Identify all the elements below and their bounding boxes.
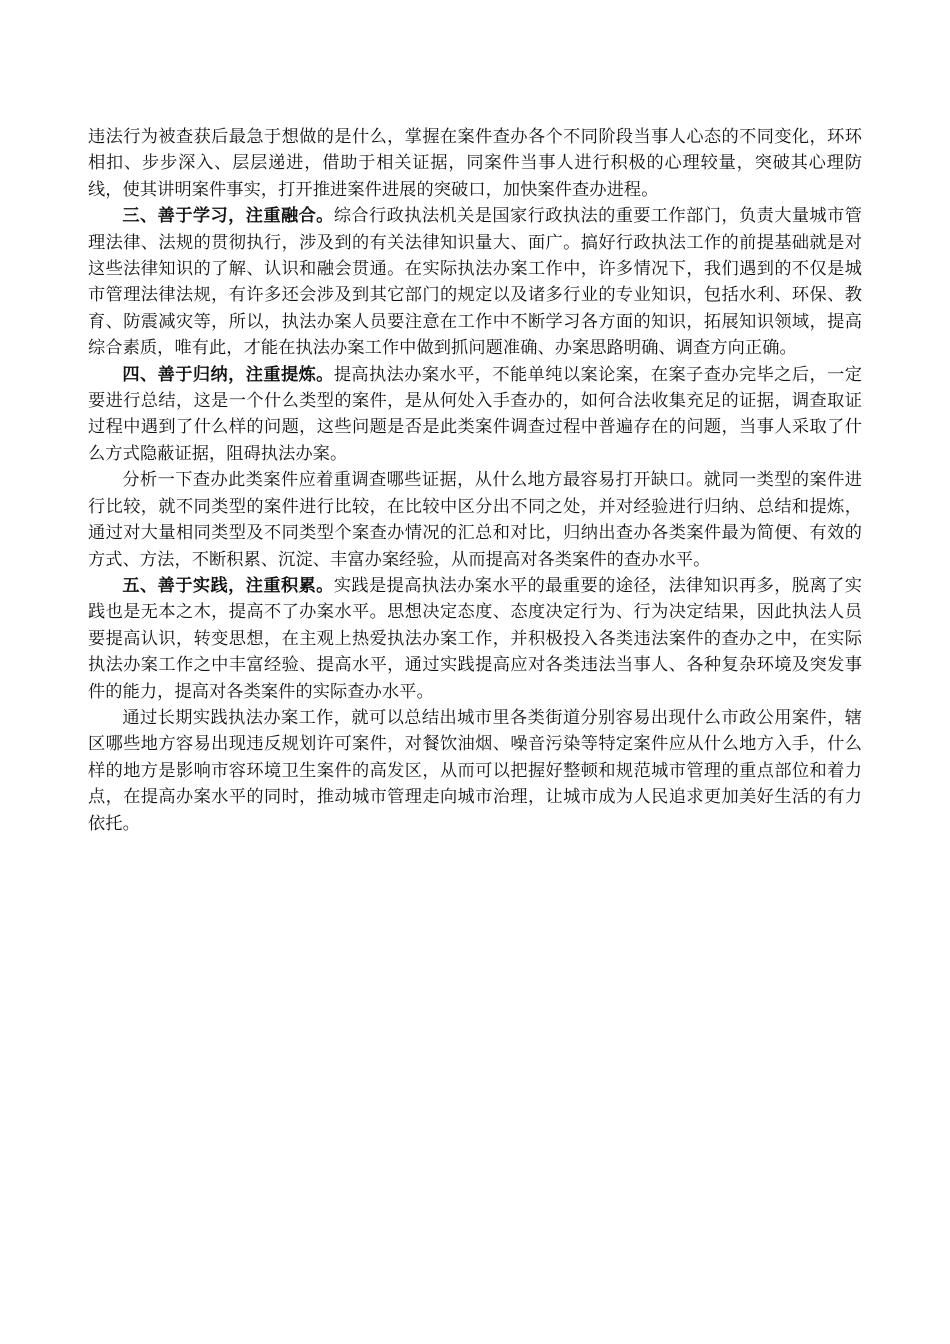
- paragraph-text: 分析一下查办此类案件应着重调查哪些证据，从什么地方最容易打开缺口。就同一类型的案件进行比较，就不同类型的案件进行比较，在比较中区分出不同之处，并对经验进行归纳、总结和提炼，通过对大量相同类型及不同类型个案查办情况的汇总和对比，归纳出查办各类案件最为简便、有效的方式、方法，不断积累、沉淀、丰富办案经验，从而提高对各类案件的查办水平。: [88, 470, 862, 570]
- paragraph-text: 通过长期实践执法办案工作，就可以总结出城市里各类街道分别容易出现什么市政公用案件，辖区哪些地方容易出现违反规划许可案件，对餐饮油烟、噪音污染等特定案件应从什么地方入手，什么样的地方是影响市容环境卫生案件的高发区，从而可以把握好整顿和规范城市管理的重点部位和着力点，在提高办案水平的同时，推动城市管理走向城市治理，让城市成为人民追求更加美好生活的有力依托。: [88, 707, 862, 834]
- paragraph-text: 实践是提高执法办案水平的最重要的途径，法律知识再多，脱离了实践也是无本之木，提高不了办案水平。思想决定态度、态度决定行为、行为决定结果，因此执法人员要提高认识，转变思想，在主观上热爱执法办案工作，并积极投入各类违法案件的查办之中，在实际执法办案工作之中丰富经验、提高水平，通过实践提高应对各类违法当事人、各种复杂环境及突发事件的能力，提高对各类案件的实际查办水平。: [88, 575, 862, 702]
- paragraph-conclusion: [88, 705, 862, 837]
- paragraph-text: 违法行为被查获后最急于想做的是什么，掌握在案件查办各个不同阶段当事人心态的不同变化，环环相扣、步步深入、层层递进，借助于相关证据，同案件当事人进行积极的心理较量，突破其心理防线，使其讲明案件事实，打开推进案件进展的突破口，加快案件查办进程。: [88, 127, 862, 200]
- paragraph-text: 综合行政执法机关是国家行政执法的重要工作部门，负责大量城市管理法律、法规的贯彻执行，涉及到的有关法律知识量大、面广。搞好行政执法工作的前提基础就是对这些法律知识的了解、认识和融会贯通。在实际执法办案工作中，许多情况下，我们遇到的不仅是城市管理法律法规，有许多还会涉及到其它部门的规定以及诸多行业的专业知识，包括水利、环保、教育、防震减灾等，所以，执法办案人员要注意在工作中不断学习各方面的知识，拓展知识领域，提高综合素质，唯有此，才能在执法办案工作中做到抓问题准确、办案思路明确、调查方向正确。: [88, 206, 862, 359]
- section-heading: 三、善于学习，注重融合。: [122, 206, 334, 227]
- paragraph-section-five: [88, 573, 862, 705]
- paragraph-analysis: [88, 467, 862, 573]
- section-heading: 四、善于归纳，注重提炼。: [122, 364, 334, 385]
- paragraph-section-four: [88, 362, 862, 468]
- paragraph-section-three: [88, 203, 862, 361]
- section-heading: 五、善于实践，注重积累。: [122, 575, 334, 596]
- document-page: [88, 124, 862, 837]
- paragraph-continuation: [88, 124, 862, 203]
- paragraph-text: 提高执法办案水平，不能单纯以案论案，在案子查办完毕之后，一定要进行总结，这是一个什么类型的案件，是从何处入手查办的，如何合法收集充足的证据，调查取证过程中遇到了什么样的问题，这些问题是否是此类案件调查过程中普遍存在的问题，当事人采取了什么方式隐蔽证据，阻碍执法办案。: [88, 364, 862, 464]
